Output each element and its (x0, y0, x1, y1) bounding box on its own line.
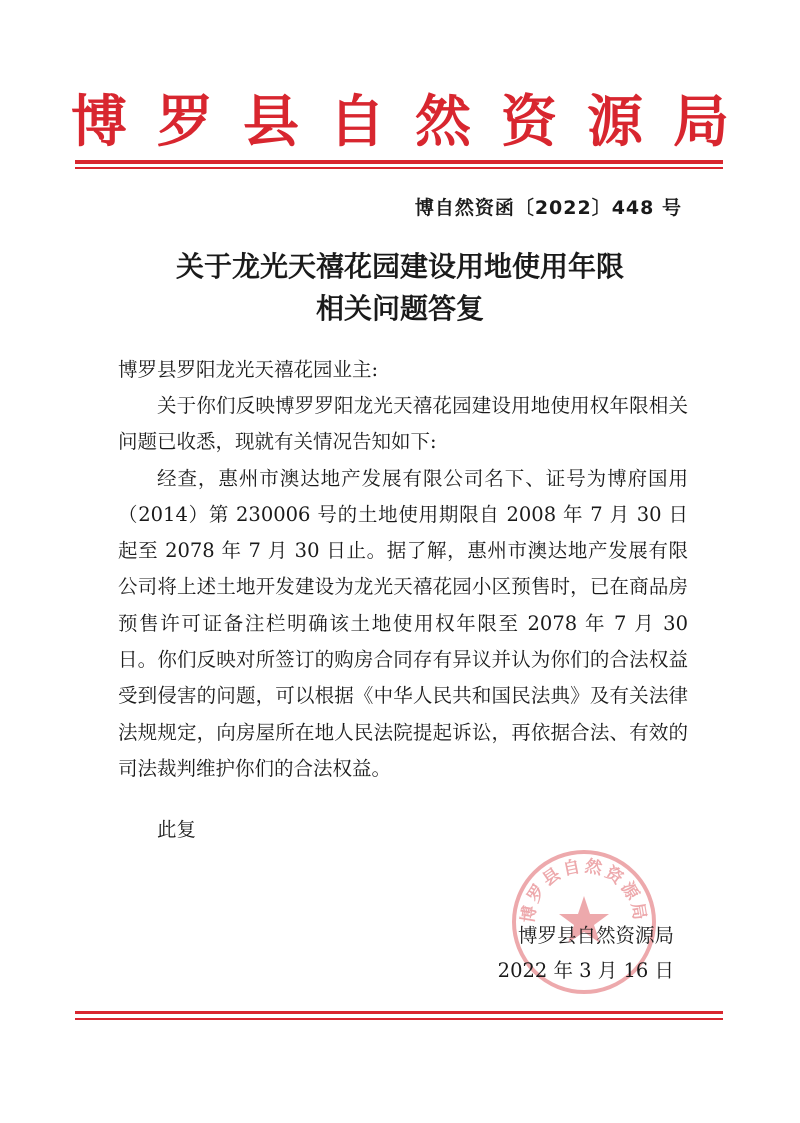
document-title-line-2: 相关问题答复 (315, 292, 484, 325)
letterhead-org-name: 博罗县自然资源局 (71, 90, 759, 155)
body-paragraph-1: 关于你们反映博罗罗阳龙光天禧花园建设用地使用权年限相关问题已收悉，现就有关情况告知如下: (118, 394, 688, 454)
header-divider-thin (75, 167, 723, 169)
closing-remark: 此复 (157, 818, 197, 841)
document-title-line-1: 关于龙光天禧花园建设用地使用年限 (175, 250, 624, 283)
header-divider-thick (75, 160, 723, 164)
body-paragraph-2: 经查，惠州市澳达地产发展有限公司名下、证号为博府国用（2014）第 230006 号的土地使用期限自 2008 年 7 月 30 日起至 2078 年 7 月 30 日止。据了解，惠州市澳达地产发展有限公司将上述土地开发建设为龙光天禧花园小区预售时，已在商品房预售许可证备注栏明确该土地使用权年限至 2078 年 7 月 30 日。你们反映对所签订的购房合同存有异议并认为你们的合法权益受到侵害的问题，可以根据《中华人民共和国民法典》及有关法律法规规定，向房屋所在地人民法院提起诉讼，再依据合法、有效的司法裁判维护你们的合法权益。 (118, 466, 688, 780)
footer-divider-thick (75, 1011, 723, 1014)
signature-date: 2022 年 3 月 16 日 (497, 959, 674, 982)
footer-divider-thin (75, 1018, 723, 1020)
document-number: 博自然资函〔2022〕448 号 (414, 197, 682, 219)
salutation: 博罗县罗阳龙光天禧花园业主: (118, 358, 379, 381)
document-body (118, 388, 688, 787)
signature-org: 博罗县自然资源局 (517, 924, 674, 947)
seal-text: 博罗县自然资源局 (518, 856, 650, 925)
